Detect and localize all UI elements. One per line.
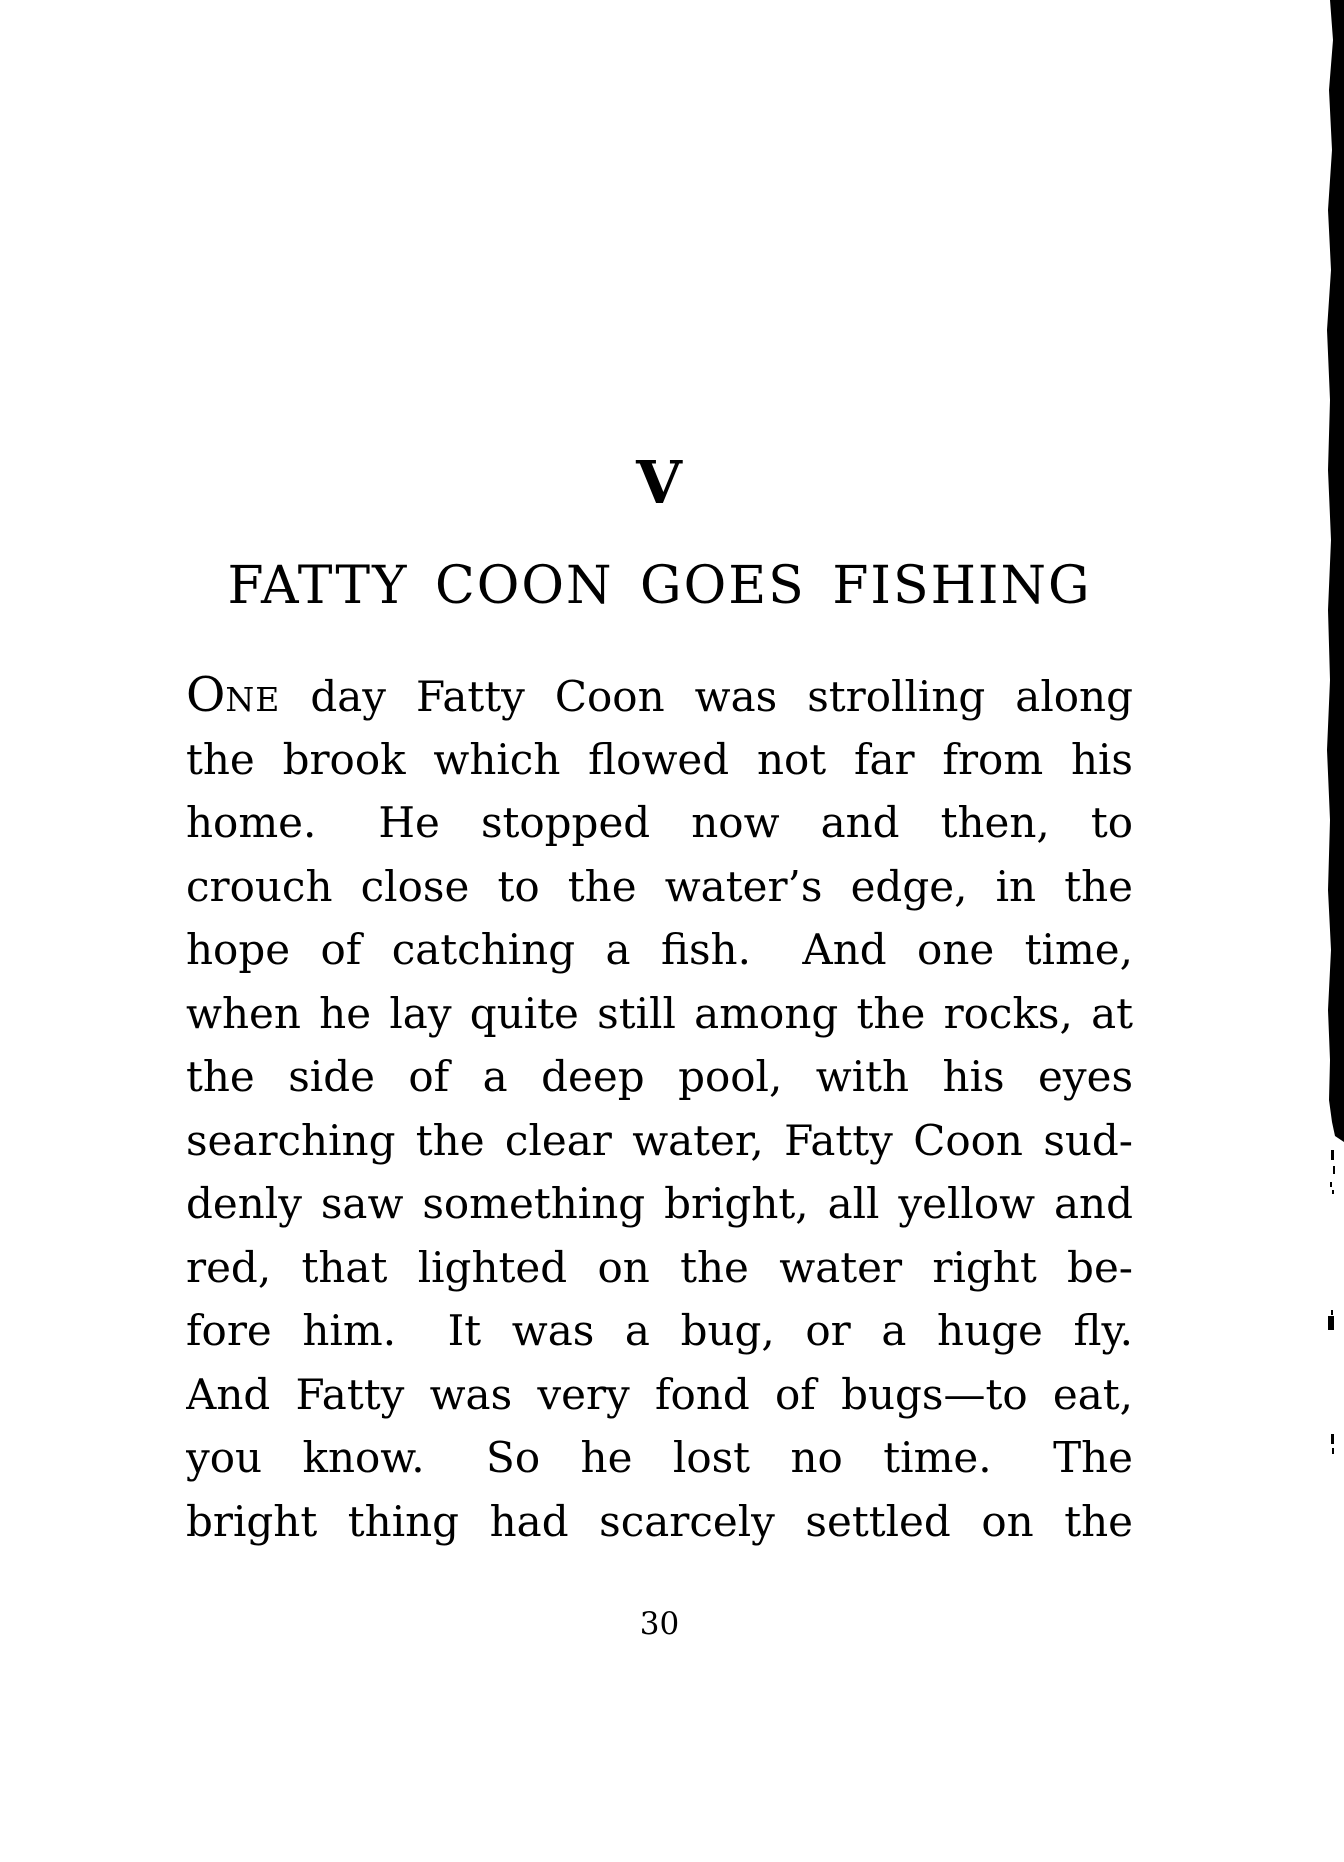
body-line: home. He stopped now and then, to	[186, 798, 1133, 847]
body-line: denly saw something bright, all yellow and	[186, 1179, 1133, 1228]
lead-smallcaps: NE	[225, 680, 281, 719]
body-line: ONE day Fatty Coon was strolling along	[186, 667, 1133, 723]
body-line: the brook which flowed not far from his	[186, 734, 1133, 784]
scan-edge-artifact	[1320, 0, 1344, 1862]
body-text	[186, 664, 1133, 1553]
body-line: when he lay quite still among the rocks, at	[186, 988, 1133, 1038]
lead-capital: O	[186, 667, 226, 723]
body-line: bright thing had scarcely settled on the	[186, 1496, 1133, 1546]
chapter-number: V	[636, 448, 683, 517]
body-line: red, that lighted on the water right be-	[186, 1242, 1133, 1292]
body-line: crouch close to the water’s edge, in the	[186, 861, 1133, 911]
body-line: you know. So he lost no time. The	[186, 1433, 1133, 1482]
body-line: hope of catching a fish. And one time,	[186, 925, 1133, 974]
body-line: fore him. It was a bug, or a huge fly.	[186, 1306, 1133, 1355]
body-line: searching the clear water, Fatty Coon sud-	[186, 1115, 1133, 1165]
body-line: And Fatty was very fond of bugs—to eat,	[186, 1369, 1133, 1419]
body-line: the side of a deep pool, with his eyes	[186, 1052, 1133, 1101]
chapter-title: FATTY COON GOES FISHING	[227, 556, 1092, 616]
page-number: 30	[639, 1606, 680, 1642]
